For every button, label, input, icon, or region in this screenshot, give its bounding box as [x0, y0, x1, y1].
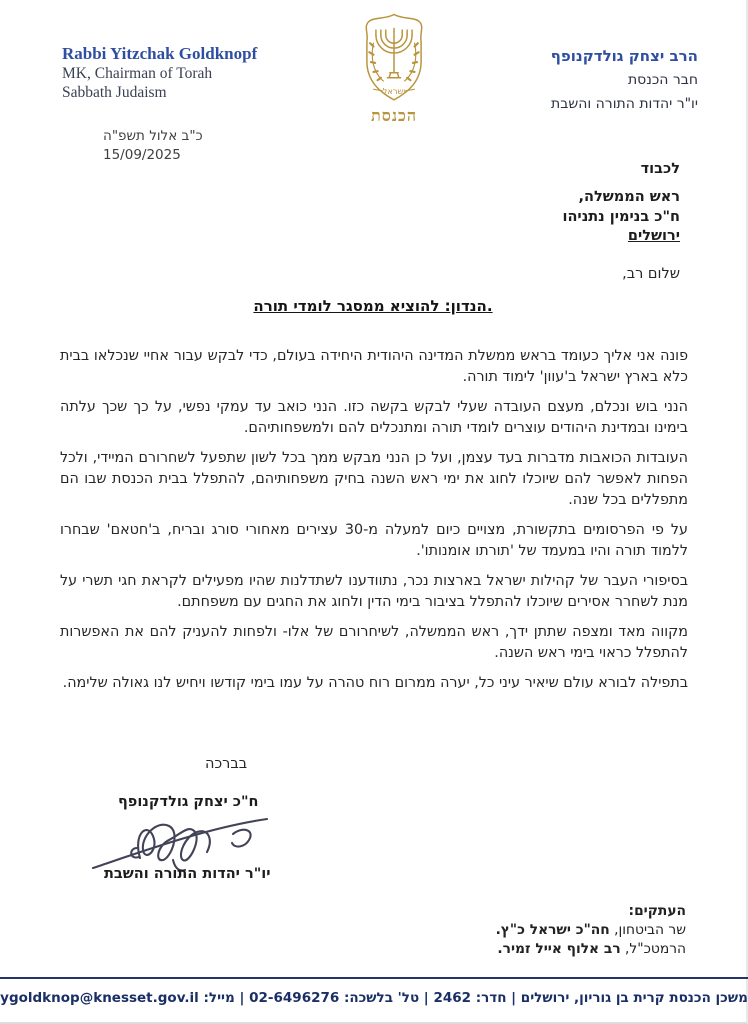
cc-line1-name: חה"כ ישראל כ"ץ. [495, 922, 610, 938]
knesset-emblem [352, 12, 436, 126]
footer-contact [0, 990, 748, 1006]
footer-divider [0, 977, 748, 979]
greeting: שלום רב, [622, 266, 680, 282]
sender-title-english-line2: Sabbath Judaism [62, 83, 167, 101]
header-english-block [62, 44, 257, 103]
sender-title-hebrew-line2: יו"ר יהדות התורה והשבת [551, 96, 698, 112]
addressee-line1: ראש הממשלה, [578, 189, 680, 205]
body-paragraph: בסיפורי העבר של קהילות ישראל בארצות נכר, נתוודענו לשתדלנות שהיו מפעילים לקראת חגי תשרי על מנת לשחרר אסירים שיוכלו להתפלל בציבור בימי הדין ולחוג את החגים עם משפחתם. [60, 573, 688, 611]
closing-regards: בברכה [205, 756, 248, 772]
date-hebrew: כ"ב אלול תשפ"ה [103, 128, 203, 144]
footer-email: ygoldknop@knesset.gov.il [0, 990, 199, 1006]
signer-title: יו"ר יהדות התורה והשבת [104, 866, 271, 882]
cc-line2-prefix: הרמטכ"ל, [620, 941, 686, 957]
cc-line [496, 921, 686, 940]
cc-block [496, 902, 686, 959]
sender-title-hebrew-line1: חבר הכנסת [627, 72, 698, 88]
body-paragraph: העובדות הכואבות מדברות בעד עצמן, ועל כן הנני מבקש ממך בכל לשון שתפעל לשחרורם המיידי, ולכל הפחות לאפשר להם שיוכלו לחוג את ימי ראש השנה בחיק משפחותיהם, להתפלל בבית הכנסת שבו הם מתפללים בכל שנה. [60, 450, 688, 509]
addressee-city: ירושלים [627, 228, 680, 244]
sender-name-english: Rabbi Yitzchak Goldknopf [62, 44, 258, 63]
body-paragraph: על פי הפרסומים בתקשורת, מצויים כיום למעלה מ-30 עצירים מאחורי סורג ובריח, ב'חטאם' שבחרו ללמוד תורה והיו במעמד של 'תורתו אומנותו'. [60, 522, 688, 560]
letter-body [60, 346, 688, 703]
cc-line2-name: רב אלוף אייל זמיר. [497, 941, 621, 957]
sender-title-english-line1: MK, Chairman of Torah [62, 64, 213, 82]
cc-line [496, 940, 686, 959]
header-hebrew-block [551, 44, 698, 116]
sender-name-hebrew: הרב יצחק גולדקנופף [550, 47, 698, 65]
cc-heading: העתקים: [628, 903, 686, 919]
body-paragraph: הנני בוש ונכלם, מעצם העובדה שעלי לבקש בקשה כזו. הנני כואב עד עמקי נפשי, על כך שכך עלתה בימינו ובמדינת היהודים עוצרים לומדי תורה ומתנכלים להם ולמשפחותיהם. [60, 399, 688, 437]
date-gregorian: 15/09/2025 [103, 147, 181, 163]
footer-address-text: משכן הכנסת קרית בן גוריון, ירושלים | חדר: 2462 | טל' בלשכה: 02-6496276 | מייל: [198, 990, 748, 1006]
body-paragraph: בתפילה לבורא עולם שיאיר עיני כל, יערה ממרום רוח טהרה על עמו בימי קודשו ויחיש לנו גאולה שלימה. [62, 675, 688, 692]
menorah-emblem-icon [352, 12, 436, 104]
addressee-to: לכבוד [640, 161, 680, 177]
body-paragraph: פונה אני אליך כעומד בראש ממשלת המדינה היהודית היחידה בעולם, כדי לבקש עבור אחיי שנכלאו בבית כלא בארץ ישראל ב'עוון' לימוד תורה. [60, 348, 688, 386]
subject-line: הנדון: להוציא ממסגר לומדי תורה. [253, 297, 493, 315]
emblem-knesset-label: הכנסת [370, 106, 418, 125]
date-block [103, 127, 203, 165]
cc-line1-prefix: שר הביטחון, [609, 922, 686, 938]
addressee-line2: ח"כ בנימין נתניהו [562, 209, 680, 225]
signer-name: ח"כ יצחק גולדקנופף [118, 794, 259, 810]
body-paragraph: מקווה מאד ומצפה שתתן ידך, ראש הממשלה, לשיחרורם של אלו- ולפחות להעניק להם את האפשרות להתפלל כראוי בימי ראש השנה. [60, 624, 688, 662]
emblem-israel-label: ישראל [382, 86, 406, 97]
